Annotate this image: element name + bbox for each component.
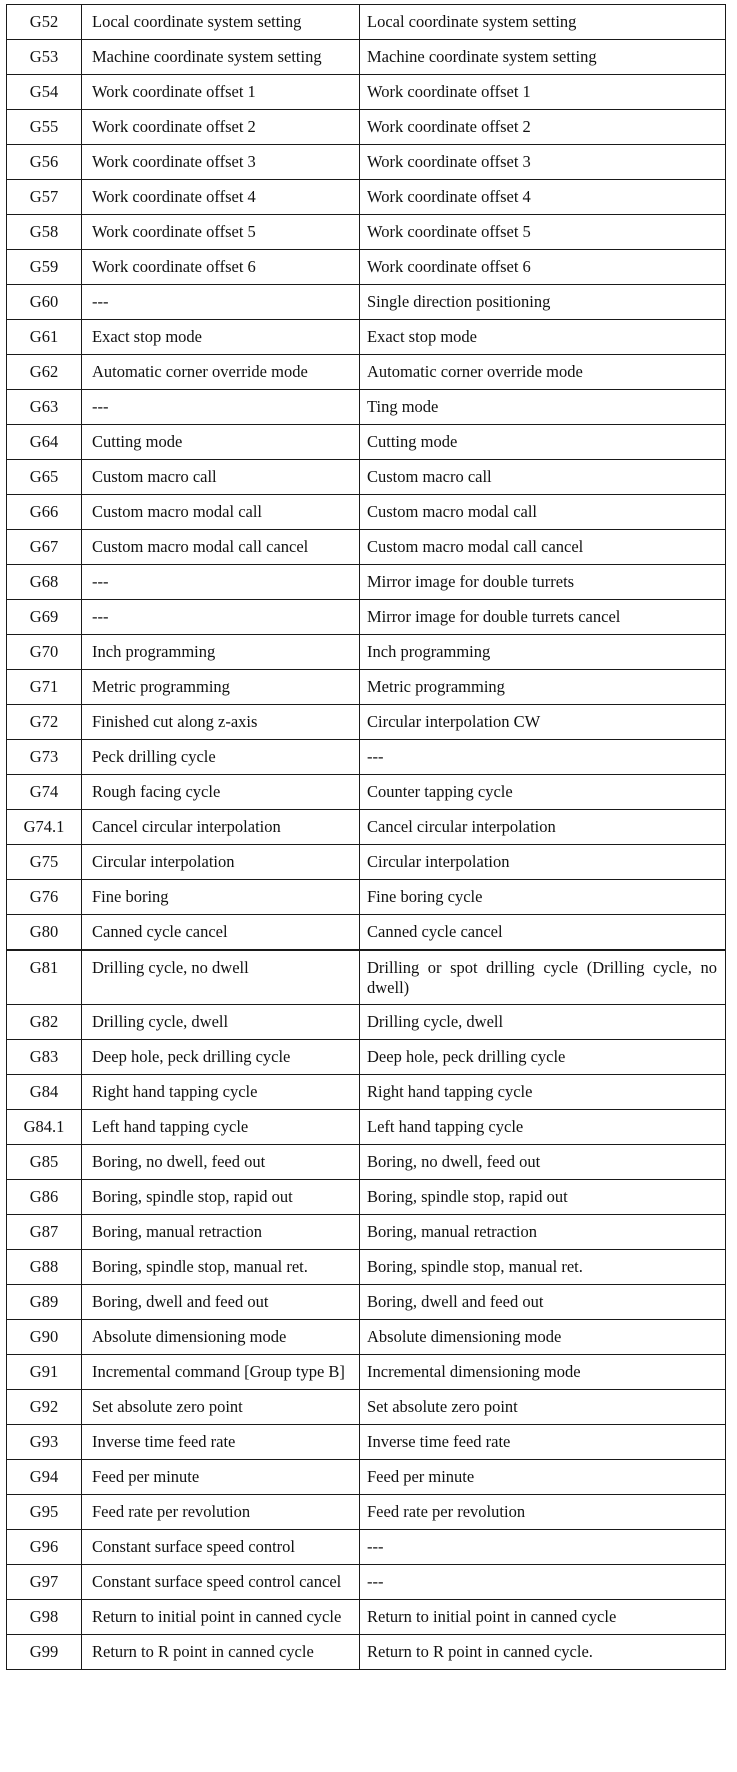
description-cell-b: Work coordinate offset 5	[360, 215, 726, 250]
description-cell-b: Cancel circular interpolation	[360, 810, 726, 845]
gcode-cell: G88	[7, 1250, 82, 1285]
table-row	[7, 530, 726, 565]
description-cell-a: Local coordinate system setting	[82, 5, 360, 40]
description-cell-a: Boring, manual retraction	[82, 1215, 360, 1250]
description-cell-b: Return to R point in canned cycle.	[360, 1635, 726, 1670]
description-cell-b: Absolute dimensioning mode	[360, 1320, 726, 1355]
table-row	[7, 810, 726, 845]
gcode-cell: G95	[7, 1495, 82, 1530]
table-row	[7, 75, 726, 110]
gcode-table	[6, 4, 726, 1670]
table-row	[7, 215, 726, 250]
description-cell-a: Boring, dwell and feed out	[82, 1285, 360, 1320]
description-cell-a: Fine boring	[82, 880, 360, 915]
description-cell-b: Feed per minute	[360, 1460, 726, 1495]
description-cell-a: Work coordinate offset 5	[82, 215, 360, 250]
description-cell-a: Metric programming	[82, 670, 360, 705]
description-cell-a: Left hand tapping cycle	[82, 1110, 360, 1145]
description-cell-b: Left hand tapping cycle	[360, 1110, 726, 1145]
table-row	[7, 915, 726, 950]
gcode-cell: G84.1	[7, 1110, 82, 1145]
gcode-table-body	[7, 5, 726, 1670]
table-row	[7, 1320, 726, 1355]
table-row	[7, 600, 726, 635]
table-row	[7, 285, 726, 320]
table-row	[7, 1565, 726, 1600]
description-cell-a: Boring, no dwell, feed out	[82, 1145, 360, 1180]
table-row	[7, 1530, 726, 1565]
table-row	[7, 880, 726, 915]
gcode-cell: G74.1	[7, 810, 82, 845]
description-cell-a: Finished cut along z-axis	[82, 705, 360, 740]
description-cell-a: Custom macro modal call cancel	[82, 530, 360, 565]
description-cell-b: Return to initial point in canned cycle	[360, 1600, 726, 1635]
description-cell-b: Inch programming	[360, 635, 726, 670]
description-cell-a: Cancel circular interpolation	[82, 810, 360, 845]
table-row	[7, 845, 726, 880]
description-cell-b: Machine coordinate system setting	[360, 40, 726, 75]
description-cell-b: Work coordinate offset 4	[360, 180, 726, 215]
description-cell-a: Work coordinate offset 3	[82, 145, 360, 180]
description-cell-b: Boring, spindle stop, manual ret.	[360, 1250, 726, 1285]
description-cell-a: Absolute dimensioning mode	[82, 1320, 360, 1355]
table-row	[7, 1495, 726, 1530]
gcode-cell: G65	[7, 460, 82, 495]
gcode-cell: G85	[7, 1145, 82, 1180]
description-cell-a: Feed rate per revolution	[82, 1495, 360, 1530]
table-row	[7, 1005, 726, 1040]
table-row	[7, 635, 726, 670]
gcode-cell: G92	[7, 1390, 82, 1425]
gcode-cell: G94	[7, 1460, 82, 1495]
gcode-cell: G72	[7, 705, 82, 740]
description-cell-b: Local coordinate system setting	[360, 5, 726, 40]
description-cell-a: ---	[82, 565, 360, 600]
gcode-cell: G64	[7, 425, 82, 460]
description-cell-b: Work coordinate offset 3	[360, 145, 726, 180]
gcode-cell: G61	[7, 320, 82, 355]
description-cell-a: Deep hole, peck drilling cycle	[82, 1040, 360, 1075]
description-cell-b: ---	[360, 740, 726, 775]
description-cell-a: Inverse time feed rate	[82, 1425, 360, 1460]
gcode-cell: G96	[7, 1530, 82, 1565]
gcode-cell: G91	[7, 1355, 82, 1390]
table-row	[7, 1425, 726, 1460]
description-cell-a: Set absolute zero point	[82, 1390, 360, 1425]
description-cell-b: ---	[360, 1565, 726, 1600]
gcode-cell: G58	[7, 215, 82, 250]
description-cell-a: Inch programming	[82, 635, 360, 670]
gcode-cell: G52	[7, 5, 82, 40]
gcode-cell: G81	[7, 950, 82, 1005]
description-cell-a: Feed per minute	[82, 1460, 360, 1495]
table-row	[7, 1075, 726, 1110]
description-cell-a: Cutting mode	[82, 425, 360, 460]
table-row	[7, 1215, 726, 1250]
table-row	[7, 5, 726, 40]
table-row	[7, 1110, 726, 1145]
description-cell-b: Incremental dimensioning mode	[360, 1355, 726, 1390]
description-cell-b: Boring, dwell and feed out	[360, 1285, 726, 1320]
gcode-cell: G76	[7, 880, 82, 915]
description-cell-b: Exact stop mode	[360, 320, 726, 355]
description-cell-a: Return to R point in canned cycle	[82, 1635, 360, 1670]
description-cell-a: Rough facing cycle	[82, 775, 360, 810]
description-cell-a: Custom macro call	[82, 460, 360, 495]
gcode-cell: G67	[7, 530, 82, 565]
description-cell-a: Boring, spindle stop, manual ret.	[82, 1250, 360, 1285]
table-row	[7, 320, 726, 355]
description-cell-b: Metric programming	[360, 670, 726, 705]
description-cell-b: Custom macro call	[360, 460, 726, 495]
table-row	[7, 1460, 726, 1495]
gcode-cell: G62	[7, 355, 82, 390]
description-cell-a: Exact stop mode	[82, 320, 360, 355]
gcode-cell: G57	[7, 180, 82, 215]
table-row	[7, 1285, 726, 1320]
gcode-cell: G71	[7, 670, 82, 705]
description-cell-a: Constant surface speed control	[82, 1530, 360, 1565]
gcode-cell: G73	[7, 740, 82, 775]
gcode-cell: G87	[7, 1215, 82, 1250]
table-row	[7, 390, 726, 425]
table-row	[7, 1040, 726, 1075]
gcode-cell: G74	[7, 775, 82, 810]
description-cell-b: Single direction positioning	[360, 285, 726, 320]
description-cell-b: Counter tapping cycle	[360, 775, 726, 810]
gcode-cell: G56	[7, 145, 82, 180]
description-cell-b: Deep hole, peck drilling cycle	[360, 1040, 726, 1075]
table-row	[7, 565, 726, 600]
description-cell-b: Canned cycle cancel	[360, 915, 726, 950]
table-row	[7, 180, 726, 215]
description-cell-a: Drilling cycle, no dwell	[82, 950, 360, 1005]
table-row	[7, 460, 726, 495]
description-cell-b: Custom macro modal call	[360, 495, 726, 530]
gcode-cell: G89	[7, 1285, 82, 1320]
description-cell-b: Feed rate per revolution	[360, 1495, 726, 1530]
description-cell-b: Work coordinate offset 6	[360, 250, 726, 285]
gcode-cell: G59	[7, 250, 82, 285]
description-cell-b: ---	[360, 1530, 726, 1565]
description-cell-a: Canned cycle cancel	[82, 915, 360, 950]
table-row	[7, 1145, 726, 1180]
gcode-cell: G69	[7, 600, 82, 635]
description-cell-b: Set absolute zero point	[360, 1390, 726, 1425]
description-cell-b: Automatic corner override mode	[360, 355, 726, 390]
gcode-cell: G63	[7, 390, 82, 425]
table-row	[7, 1180, 726, 1215]
gcode-cell: G97	[7, 1565, 82, 1600]
table-row	[7, 950, 726, 1005]
gcode-table-page	[6, 4, 725, 1670]
description-cell-a: ---	[82, 285, 360, 320]
table-row	[7, 145, 726, 180]
description-cell-b: Circular interpolation	[360, 845, 726, 880]
gcode-cell: G93	[7, 1425, 82, 1460]
gcode-cell: G66	[7, 495, 82, 530]
description-cell-a: Peck drilling cycle	[82, 740, 360, 775]
description-cell-b: Fine boring cycle	[360, 880, 726, 915]
description-cell-a: Work coordinate offset 1	[82, 75, 360, 110]
description-cell-a: Drilling cycle, dwell	[82, 1005, 360, 1040]
description-cell-b: Right hand tapping cycle	[360, 1075, 726, 1110]
gcode-cell: G68	[7, 565, 82, 600]
table-row	[7, 1390, 726, 1425]
table-row	[7, 775, 726, 810]
description-cell-a: Machine coordinate system setting	[82, 40, 360, 75]
description-cell-b: Custom macro modal call cancel	[360, 530, 726, 565]
gcode-cell: G86	[7, 1180, 82, 1215]
description-cell-a: Incremental command [Group type B]	[82, 1355, 360, 1390]
description-cell-b: Ting mode	[360, 390, 726, 425]
description-cell-a: Constant surface speed control cancel	[82, 1565, 360, 1600]
description-cell-a: Work coordinate offset 4	[82, 180, 360, 215]
gcode-cell: G82	[7, 1005, 82, 1040]
description-cell-a: Automatic corner override mode	[82, 355, 360, 390]
table-row	[7, 110, 726, 145]
table-row	[7, 1600, 726, 1635]
gcode-cell: G98	[7, 1600, 82, 1635]
table-row	[7, 355, 726, 390]
description-cell-a: Work coordinate offset 6	[82, 250, 360, 285]
description-cell-b: Circular interpolation CW	[360, 705, 726, 740]
description-cell-b: Cutting mode	[360, 425, 726, 460]
gcode-cell: G83	[7, 1040, 82, 1075]
description-cell-b: Inverse time feed rate	[360, 1425, 726, 1460]
description-cell-b: Boring, spindle stop, rapid out	[360, 1180, 726, 1215]
description-cell-b: Boring, manual retraction	[360, 1215, 726, 1250]
gcode-cell: G70	[7, 635, 82, 670]
table-row	[7, 1635, 726, 1670]
table-row	[7, 1355, 726, 1390]
gcode-cell: G90	[7, 1320, 82, 1355]
table-row	[7, 250, 726, 285]
description-cell-b: Mirror image for double turrets	[360, 565, 726, 600]
description-cell-b: Work coordinate offset 2	[360, 110, 726, 145]
description-cell-b: Drilling or spot drilling cycle (Drilling cycle, no dwell)	[360, 950, 726, 1005]
description-cell-a: Right hand tapping cycle	[82, 1075, 360, 1110]
gcode-cell: G80	[7, 915, 82, 950]
gcode-cell: G84	[7, 1075, 82, 1110]
gcode-cell: G55	[7, 110, 82, 145]
table-row	[7, 1250, 726, 1285]
table-row	[7, 670, 726, 705]
description-cell-a: ---	[82, 390, 360, 425]
description-cell-a: Boring, spindle stop, rapid out	[82, 1180, 360, 1215]
gcode-cell: G60	[7, 285, 82, 320]
description-cell-b: Work coordinate offset 1	[360, 75, 726, 110]
gcode-cell: G53	[7, 40, 82, 75]
description-cell-a: Work coordinate offset 2	[82, 110, 360, 145]
description-cell-b: Boring, no dwell, feed out	[360, 1145, 726, 1180]
table-row	[7, 40, 726, 75]
description-cell-a: Custom macro modal call	[82, 495, 360, 530]
description-cell-a: ---	[82, 600, 360, 635]
description-cell-a: Return to initial point in canned cycle	[82, 1600, 360, 1635]
table-row	[7, 740, 726, 775]
table-row	[7, 495, 726, 530]
gcode-cell: G99	[7, 1635, 82, 1670]
table-row	[7, 425, 726, 460]
description-cell-b: Mirror image for double turrets cancel	[360, 600, 726, 635]
gcode-cell: G54	[7, 75, 82, 110]
table-row	[7, 705, 726, 740]
description-cell-a: Circular interpolation	[82, 845, 360, 880]
description-cell-b: Drilling cycle, dwell	[360, 1005, 726, 1040]
gcode-cell: G75	[7, 845, 82, 880]
